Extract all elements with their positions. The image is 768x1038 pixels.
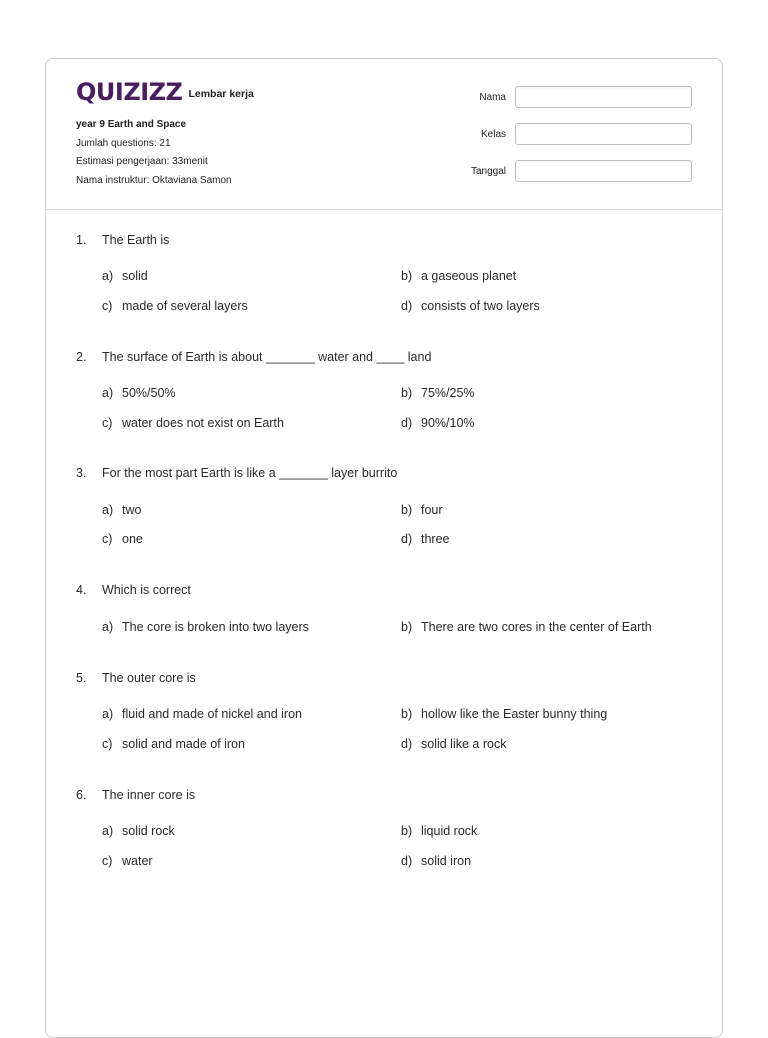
class-field-label: Kelas: [480, 128, 506, 140]
question-text: The outer core is: [102, 671, 196, 685]
name-input[interactable]: [515, 86, 692, 108]
q5-option-a: a) fluid and made of nickel and iron: [102, 707, 302, 721]
q1-option-d: d) consists of two layers: [401, 299, 540, 313]
class-input[interactable]: [515, 123, 692, 145]
q3-option-d: d) three: [401, 532, 450, 546]
q2-option-b: b) 75%/25%: [401, 386, 475, 400]
q2-option-c: c) water does not exist on Earth: [102, 416, 284, 430]
worksheet-meta: [76, 116, 232, 190]
question-5: [76, 671, 196, 685]
q6-option-b: b) liquid rock: [401, 824, 478, 838]
questions-count: Jumlah questions: 21: [76, 137, 171, 149]
question-number: 5.: [76, 671, 87, 685]
date-input[interactable]: [515, 160, 692, 182]
question-6: [76, 788, 195, 802]
q1-option-c: c) made of several layers: [102, 299, 248, 313]
q2-option-a: a) 50%/50%: [102, 386, 176, 400]
question-number: 1.: [76, 233, 87, 247]
worksheet-title: year 9 Earth and Space: [76, 119, 187, 130]
question-text: Which is correct: [102, 583, 191, 597]
question-number: 2.: [76, 350, 87, 364]
worksheet-header: [46, 59, 722, 210]
date-field: [446, 160, 692, 182]
question-number: 3.: [76, 466, 87, 480]
q5-option-b: b) hollow like the Easter bunny thing: [401, 707, 608, 721]
name-field: [446, 86, 692, 108]
worksheet-type-label: Lembar kerja: [188, 88, 254, 100]
q4-option-a: a) The core is broken into two layers: [102, 620, 309, 634]
question-text: The surface of Earth is about _______ water and ____ land: [102, 350, 432, 364]
q1-option-a: a) solid: [102, 269, 148, 283]
instructor-name: Nama instruktur: Oktaviana Samon: [76, 174, 232, 186]
q6-option-c: c) water: [102, 854, 153, 868]
q3-option-b: b) four: [401, 503, 443, 517]
brand-row: [76, 79, 254, 105]
name-field-label: Nama: [479, 91, 506, 103]
question-text: The inner core is: [102, 788, 196, 802]
quizizz-logo: QUIZIZZ: [76, 78, 183, 106]
question-3: [76, 466, 397, 480]
worksheet-page: [45, 58, 723, 1038]
question-number: 4.: [76, 583, 87, 597]
question-text: The Earth is: [102, 233, 170, 247]
question-1: [76, 233, 169, 247]
question-text: For the most part Earth is like a _______ layer burrito: [102, 466, 398, 480]
question-2: [76, 350, 431, 364]
q1-option-b: b) a gaseous planet: [401, 269, 517, 283]
q3-option-c: c) one: [102, 532, 143, 546]
q5-option-c: c) solid and made of iron: [102, 737, 245, 751]
q3-option-a: a) two: [102, 503, 142, 517]
q4-option-b: b) There are two cores in the center of Earth: [401, 620, 652, 634]
question-4: [76, 583, 191, 597]
q6-option-d: d) solid iron: [401, 854, 472, 868]
time-estimate: Estimasi pengerjaan: 33menit: [76, 156, 208, 167]
q2-option-d: d) 90%/10%: [401, 416, 475, 430]
q6-option-a: a) solid rock: [102, 824, 175, 838]
question-number: 6.: [76, 788, 87, 802]
q5-option-d: d) solid like a rock: [401, 737, 507, 751]
date-field-label: Tanggal: [470, 165, 506, 177]
class-field: [446, 123, 692, 145]
